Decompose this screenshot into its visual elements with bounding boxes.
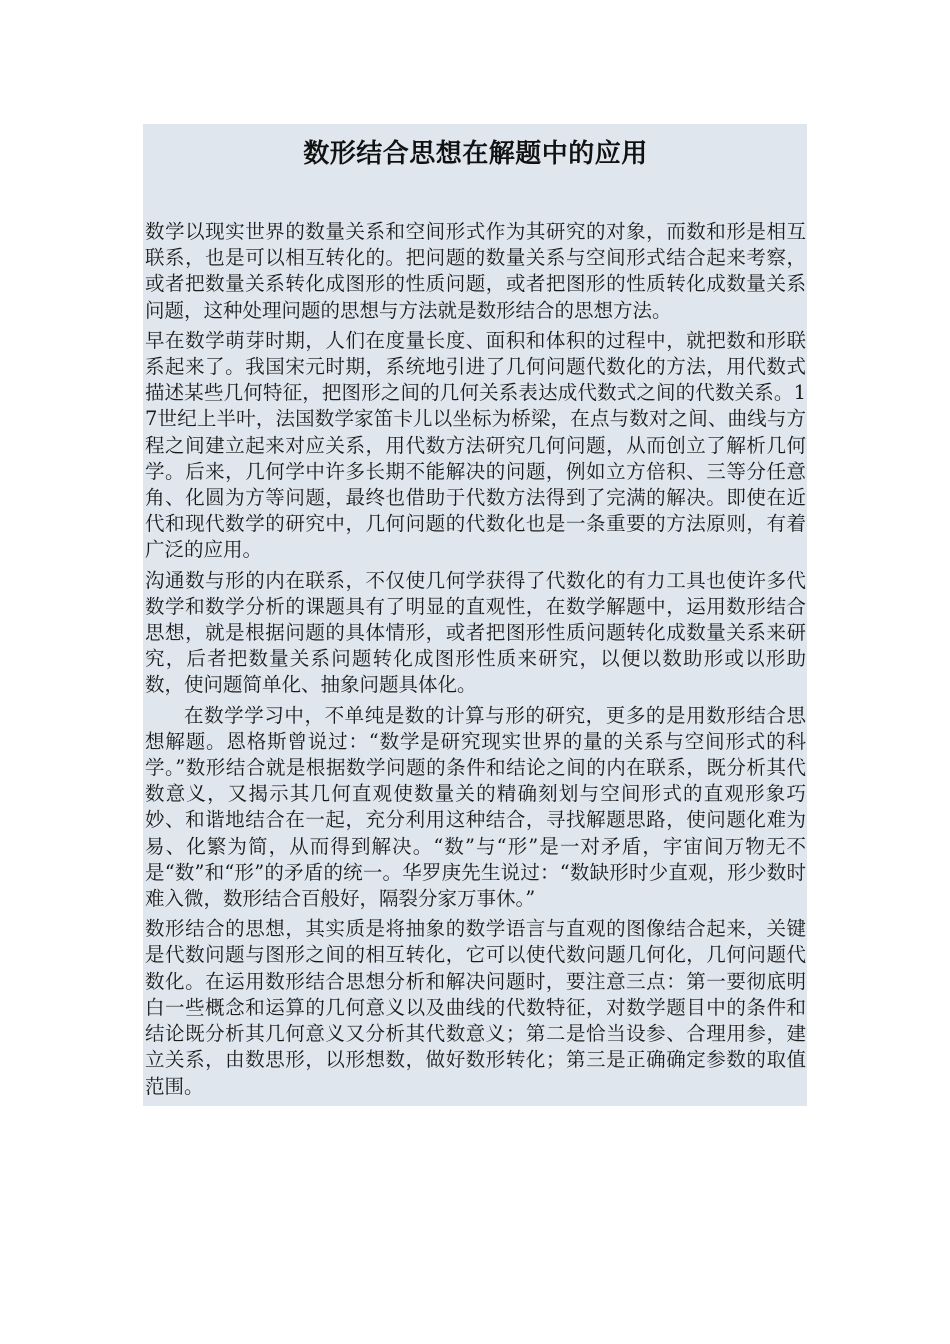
paragraph-5: 数形结合的思想，其实质是将抽象的数学语言与直观的图像结合起来，关键是代数问题与图形之间的相互转化，它可以使代数问题几何化，几何问题代数化。在运用数形结合思想分析和解决问题时，要注意三点：第一要彻底明白一些概念和运算的几何意义以及曲线的代数特征，对数学题目中的条件和结论既分析其几何意义又分析其代数意义；第二是恰当设参、合理用参，建立关系，由数思形，以形想数，做好数形转化；第三是正确确定参数的取值范围。 bbox=[145, 917, 806, 1098]
paragraph-1: 数学以现实世界的数量关系和空间形式作为其研究的对象，而数和形是相互联系，也是可以相互转化的。把问题的数量关系与空间形式结合起来考察，或者把数量关系转化成图形的性质问题，或者把图形的性质转化成数量关系问题，这种处理问题的思想与方法就是数形结合的思想方法。 bbox=[145, 220, 806, 322]
paragraph-2: 早在数学萌芽时期，人们在度量长度、面积和体积的过程中，就把数和形联系起来了。我国宋元时期，系统地引进了几何问题代数化的方法，用代数式描述某些几何特征，把图形之间的几何关系表达成代数式之间的代数关系。17世纪上半叶，法国数学家笛卡儿以坐标为桥梁，在点与数对之间、曲线与方程之间建立起来对应关系，用代数方法研究几何问题，从而创立了解析几何学。后来，几何学中许多长期不能解决的问题，例如立方倍积、三等分任意角、化圆为方等问题，最终也借助于代数方法得到了完满的解决。即使在近代和现代数学的研究中，几何问题的代数化也是一条重要的方法原则，有着广泛的应用。 bbox=[145, 328, 806, 562]
title-spacer bbox=[145, 174, 806, 219]
document-title: 数形结合思想在解题中的应用 bbox=[303, 139, 648, 169]
paragraph-3: 沟通数与形的内在联系，不仅使几何学获得了代数化的有力工具也使许多代数学和数学分析的课题具有了明显的直观性，在数学解题中，运用数形结合思想，就是根据问题的具体情形，或者把图形性质问题转化成数量关系来研究，后者把数量关系问题转化成图形性质来研究，以便以数助形或以形助数，使问题简单化、抽象问题具体化。 bbox=[145, 568, 806, 697]
paragraph-4: 在数学学习中，不单纯是数的计算与形的研究，更多的是用数形结合思想解题。恩格斯曾说过：“数学是研究现实世界的量的关系与空间形式的科学。”数形结合就是根据数学问题的条件和结论之间的内在联系，既分析其代数意义，又揭示其几何直观使数量关的精确刻划与空间形式的直观形象巧妙、和谐地结合在一起，充分利用这种结合，寻找解题思路，使问题化难为易、化繁为简，从而得到解决。“数”与“形”是一对矛盾，宇宙间万物无不是“数”和“形”的矛盾的统一。华罗庚先生说过：“数缺形时少直观，形少数时难入微，数形结合百般好，隔裂分家万事休。” bbox=[145, 703, 806, 911]
document-body bbox=[143, 124, 807, 1106]
